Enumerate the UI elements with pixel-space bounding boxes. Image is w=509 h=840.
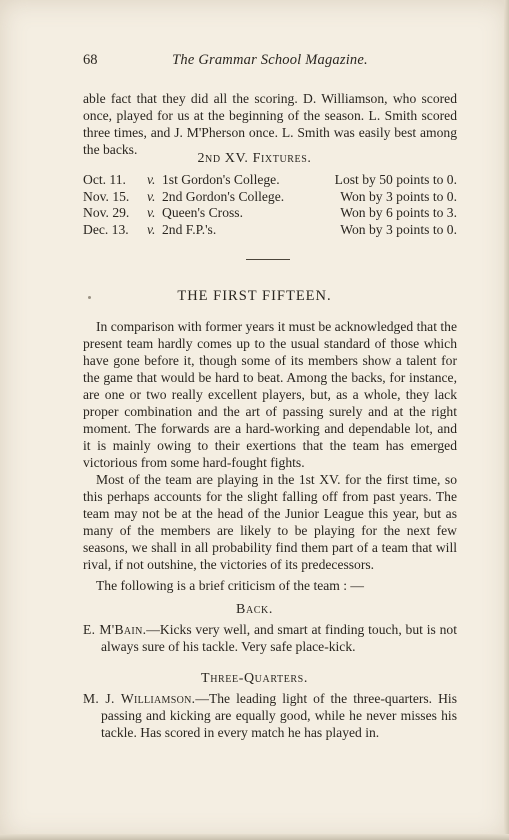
player-name: M. J. Williamson. — [83, 691, 196, 706]
fixture-versus: v. — [147, 205, 156, 221]
section-divider — [246, 259, 290, 260]
fixture-versus: v. — [147, 188, 156, 204]
page-header — [83, 52, 457, 72]
fixture-date: Nov. 15. — [83, 188, 130, 204]
fixture-result: Lost by 50 points to 0. — [334, 172, 457, 187]
fixture-versus: v. — [147, 172, 156, 187]
article-paragraph-1: In comparison with former years it must be acknowledged that the present team hardly comes up to the usual standard of those which have gone before it, though some of its members show a talent for the game that would be hard to beat. Among the backs, for instance, are one or two really excellent players, but, as a whole, they lack proper combination and the art of passing surely and at the right moment. The forwards are a hard-working and dependable lot, and it is mainly owing to their exertions that the team has emerged victorious from some hard-fought fights. — [83, 319, 457, 470]
fixture-versus: v. — [147, 221, 156, 237]
fixture-opponent: 1st Gordon's College. — [162, 172, 280, 187]
fixture-date: Oct. 11. — [83, 172, 126, 187]
fixture-row — [83, 222, 457, 239]
fixture-opponent: 2nd Gordon's College. — [162, 188, 285, 204]
intro-paragraph: able fact that they did all the scoring. D. Williamson, who scored once, played for us at the beginning of the season. L. Smith scored three times, and J. M'Pherson once. L. Smith was easily best among the backs. — [83, 91, 457, 157]
fixtures-table — [83, 172, 457, 238]
player-critique: —The leading light of the three-quarters. His passing and kicking are equally good, while he never misses his tackle. Has scored in every match he has played in. — [101, 691, 457, 740]
page-edge-bottom — [0, 834, 509, 840]
running-title: The Grammar School Magazine. — [172, 52, 368, 68]
player-critique: —Kicks very well, and smart at finding touch, but is not always sure of his tackle. Very safe place-kick. — [101, 622, 457, 654]
section-heading-back — [0, 602, 509, 618]
section-heading-three-quarters — [0, 671, 509, 687]
article-paragraph-2: Most of the team are playing in the 1st XV. for the first time, so this perhaps accounts for the slight falling off from past years. The team may not be at the head of the Junior League this year, but as many of the members are likely to be playing for the next few seasons, we shall in all probability find them part of a team that will rival, if not outshine, the victories of its predecessors. — [83, 472, 457, 572]
fixture-opponent: 2nd F.P.'s. — [162, 221, 217, 237]
section-heading-back-text: Back. — [236, 602, 273, 617]
fixture-row — [83, 172, 457, 189]
fixtures-heading-text: 2nd XV. Fixtures. — [197, 151, 312, 166]
page-edge-right — [504, 0, 509, 840]
player-entry-williamson — [83, 690, 457, 741]
fixture-row — [83, 205, 457, 222]
fixture-result: Won by 3 points to 0. — [340, 188, 457, 204]
fixture-result: Won by 3 points to 0. — [340, 221, 457, 237]
fixture-row — [83, 189, 457, 206]
page-number: 68 — [83, 52, 98, 68]
fixture-result: Won by 6 points to 3. — [340, 205, 457, 221]
fixture-date: Dec. 13. — [83, 221, 129, 237]
player-name: E. M'Bain. — [83, 622, 147, 637]
fixture-date: Nov. 29. — [83, 205, 130, 221]
article-paragraph-3: The following is a brief criticism of the team : — — [96, 578, 365, 593]
player-entry-mbain — [83, 621, 457, 655]
article-title: THE FIRST FIFTEEN. — [177, 288, 332, 304]
section-heading-three-quarters-text: Three-Quarters. — [201, 671, 308, 686]
fixtures-heading — [0, 151, 509, 167]
fixture-opponent: Queen's Cross. — [162, 205, 243, 221]
